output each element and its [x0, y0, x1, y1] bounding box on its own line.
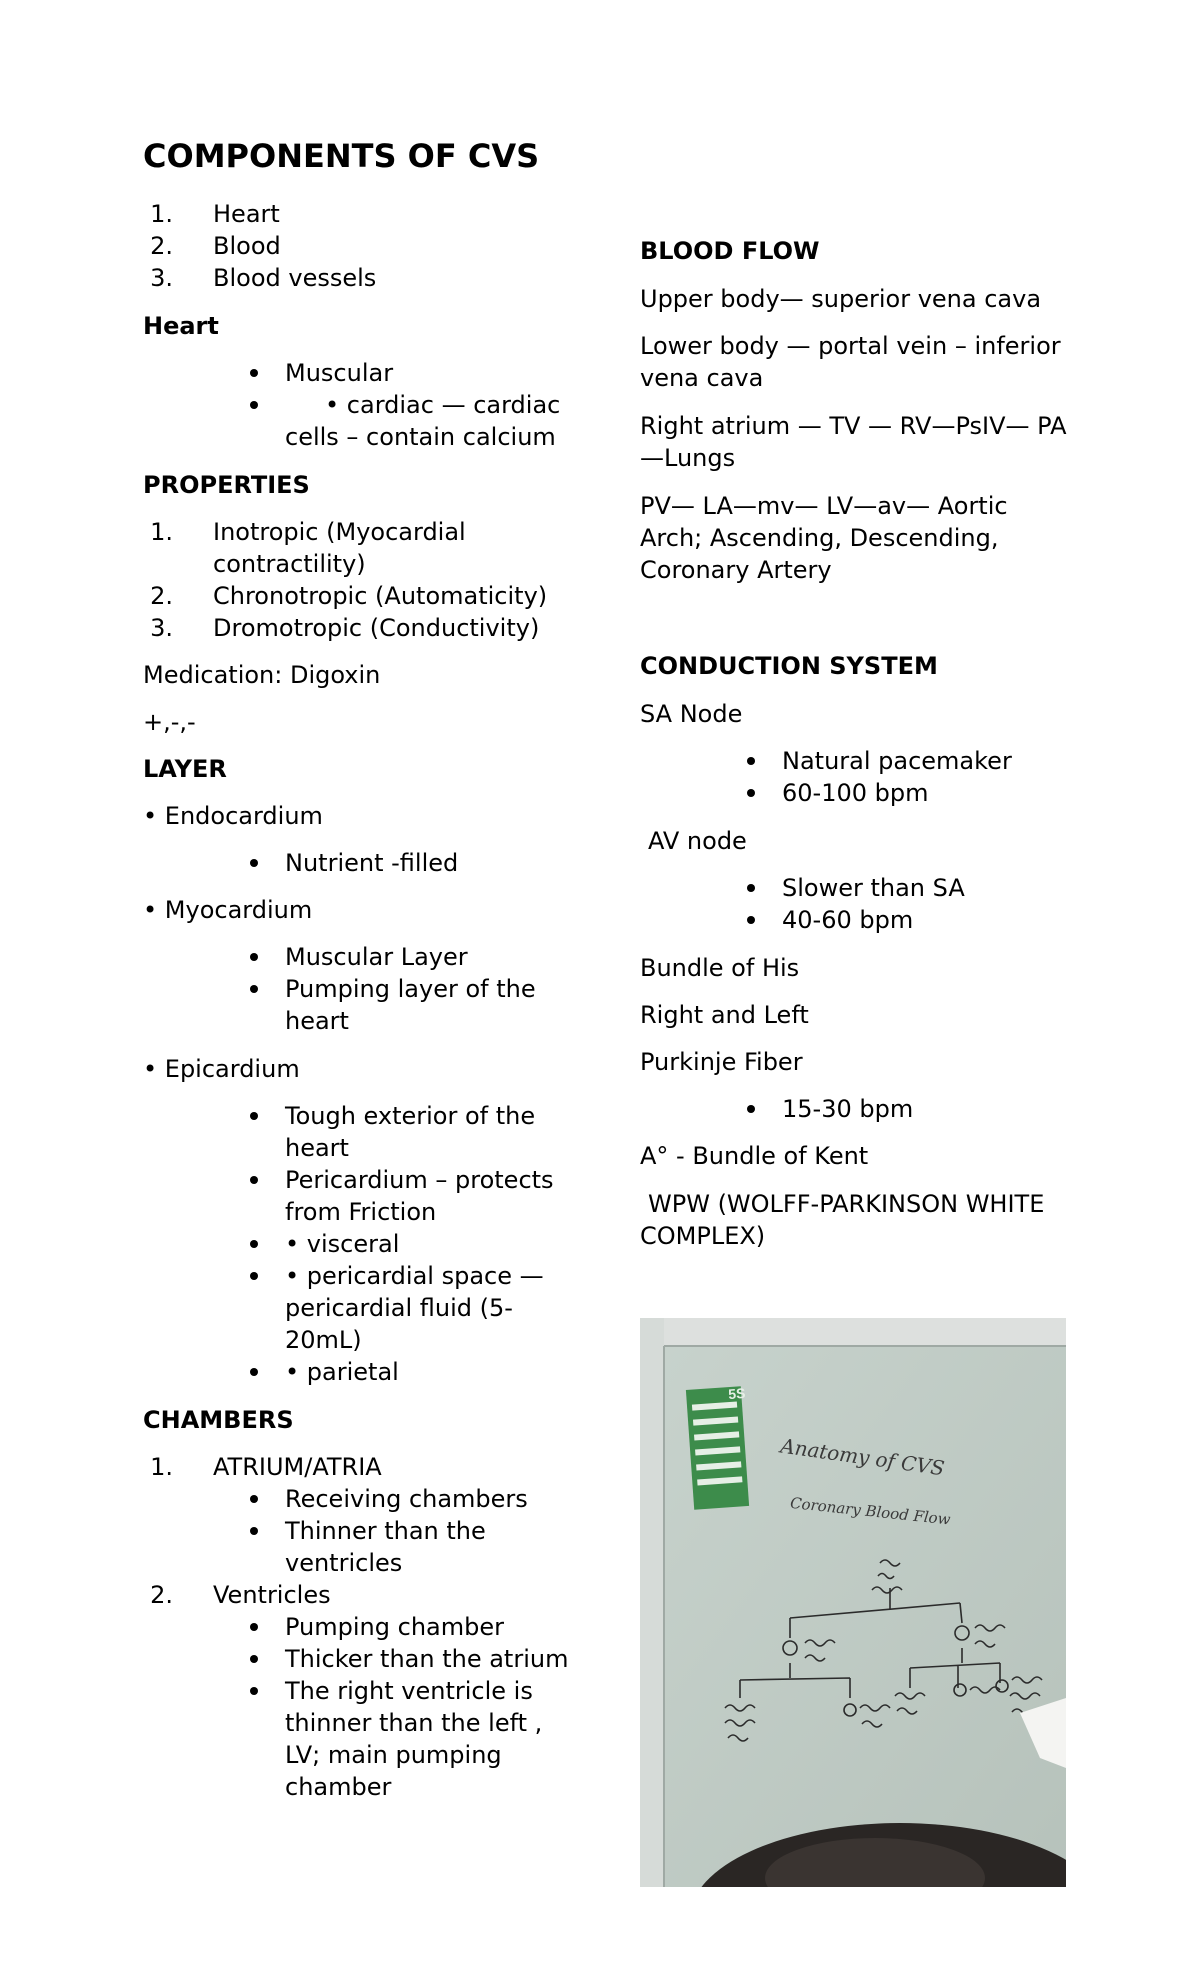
bullet	[250, 401, 258, 409]
layer-epicardium: • Epicardium	[143, 1055, 300, 1083]
list-item: Pumping layer of the	[285, 975, 536, 1003]
bullet	[250, 1623, 258, 1631]
list-item: • parietal	[285, 1358, 399, 1386]
list-number: 3.	[150, 264, 173, 292]
bullet	[250, 985, 258, 993]
list-item: Ventricles	[213, 1581, 331, 1609]
wpw-label-cont: COMPLEX)	[640, 1222, 766, 1250]
list-item: Pumping chamber	[285, 1613, 504, 1641]
sa-node-label: SA Node	[640, 700, 743, 728]
list-item: Slower than SA	[782, 874, 965, 902]
section-heading: BLOOD FLOW	[640, 237, 820, 265]
list-item: Nutrient -filled	[285, 849, 459, 877]
list-item: LV; main pumping	[285, 1741, 502, 1769]
list-item: Natural pacemaker	[782, 747, 1012, 775]
layer-endocardium: • Endocardium	[143, 802, 323, 830]
section-heading: PROPERTIES	[143, 471, 310, 499]
bullet	[250, 1527, 258, 1535]
list-item: 20mL)	[285, 1326, 362, 1354]
bundle-his-label: Bundle of His	[640, 954, 800, 982]
flow-text: Lower body — portal vein – inferior	[640, 332, 1061, 360]
list-item: ventricles	[285, 1549, 403, 1577]
flow-text: Upper body— superior vena cava	[640, 285, 1042, 313]
list-item: Blood	[213, 232, 281, 260]
wpw-label: WPW (WOLFF-PARKINSON WHITE	[648, 1190, 1045, 1218]
bullet	[250, 369, 258, 377]
bullet	[250, 1495, 258, 1503]
section-heading: Heart	[143, 312, 219, 340]
list-number: 2.	[150, 1581, 173, 1609]
list-item: from Friction	[285, 1198, 437, 1226]
flow-text: Right atrium — TV — RV—PsIV— PA	[640, 412, 1067, 440]
flow-text: —Lungs	[640, 444, 736, 472]
list-item: • cardiac — cardiac	[325, 391, 561, 419]
list-item: contractility)	[213, 550, 366, 578]
bullet	[250, 953, 258, 961]
page-title: COMPONENTS OF CVS	[143, 137, 540, 175]
list-item: thinner than the left ,	[285, 1709, 543, 1737]
list-item: chamber	[285, 1773, 392, 1801]
list-item: ATRIUM/ATRIA	[213, 1453, 382, 1481]
list-number: 3.	[150, 614, 173, 642]
list-item: 60-100 bpm	[782, 779, 929, 807]
kent-label: A° - Bundle of Kent	[640, 1142, 869, 1170]
list-item: Muscular Layer	[285, 943, 468, 971]
bullet	[250, 1687, 258, 1695]
bullet	[747, 884, 755, 892]
list-number: 1.	[150, 518, 173, 546]
section-heading: LAYER	[143, 755, 227, 783]
layer-myocardium: • Myocardium	[143, 896, 313, 924]
bullet	[250, 1272, 258, 1280]
list-item: Chronotropic (Automaticity)	[213, 582, 548, 610]
right-left-label: Right and Left	[640, 1001, 809, 1029]
bullet	[747, 757, 755, 765]
list-item: The right ventricle is	[285, 1677, 533, 1705]
bullet	[747, 1105, 755, 1113]
bullet	[747, 916, 755, 924]
list-number: 2.	[150, 232, 173, 260]
whiteboard-illustration	[640, 1318, 1066, 1887]
purkinje-label: Purkinje Fiber	[640, 1048, 803, 1076]
list-item: heart	[285, 1007, 349, 1035]
flow-text: Arch; Ascending, Descending,	[640, 524, 999, 552]
board-title: Anatomy of CVS	[778, 1433, 946, 1481]
bullet	[250, 1112, 258, 1120]
flow-text: PV— LA—mv— LV—av— Aortic	[640, 492, 1008, 520]
list-item: Thicker than the atrium	[285, 1645, 569, 1673]
list-item: 15-30 bpm	[782, 1095, 914, 1123]
list-item: Tough exterior of the	[285, 1102, 536, 1130]
list-number: 1.	[150, 1453, 173, 1481]
section-heading: CONDUCTION SYSTEM	[640, 652, 938, 680]
list-item: Blood vessels	[213, 264, 377, 292]
signs-text: +,-,-	[143, 708, 196, 736]
board-subtitle: Coronary Blood Flow	[789, 1493, 952, 1529]
whiteboard-photo	[640, 1318, 1066, 1887]
list-item: 40-60 bpm	[782, 906, 914, 934]
bullet	[747, 789, 755, 797]
list-item: pericardial fluid (5-	[285, 1294, 513, 1322]
list-item: • visceral	[285, 1230, 400, 1258]
bullet	[250, 1368, 258, 1376]
bullet	[250, 859, 258, 867]
list-number: 2.	[150, 582, 173, 610]
list-item: Pericardium – protects	[285, 1166, 554, 1194]
section-heading: CHAMBERS	[143, 1406, 294, 1434]
medication-text: Medication: Digoxin	[143, 661, 381, 689]
list-number: 1.	[150, 200, 173, 228]
list-item: Dromotropic (Conductivity)	[213, 614, 540, 642]
list-item: heart	[285, 1134, 349, 1162]
list-item: cells – contain calcium	[285, 423, 556, 451]
poster	[686, 1385, 749, 1510]
list-item: • pericardial space —	[285, 1262, 544, 1290]
flow-text: Coronary Artery	[640, 556, 832, 584]
list-item: Heart	[213, 200, 280, 228]
bullet	[250, 1655, 258, 1663]
bullet	[250, 1240, 258, 1248]
flow-text: vena cava	[640, 364, 764, 392]
list-item: Receiving chambers	[285, 1485, 528, 1513]
list-item: Muscular	[285, 359, 394, 387]
poster-label: 5S	[727, 1384, 746, 1403]
list-item: Thinner than the	[285, 1517, 486, 1545]
list-item: Inotropic (Myocardial	[213, 518, 466, 546]
av-node-label: AV node	[648, 827, 747, 855]
bullet	[250, 1176, 258, 1184]
